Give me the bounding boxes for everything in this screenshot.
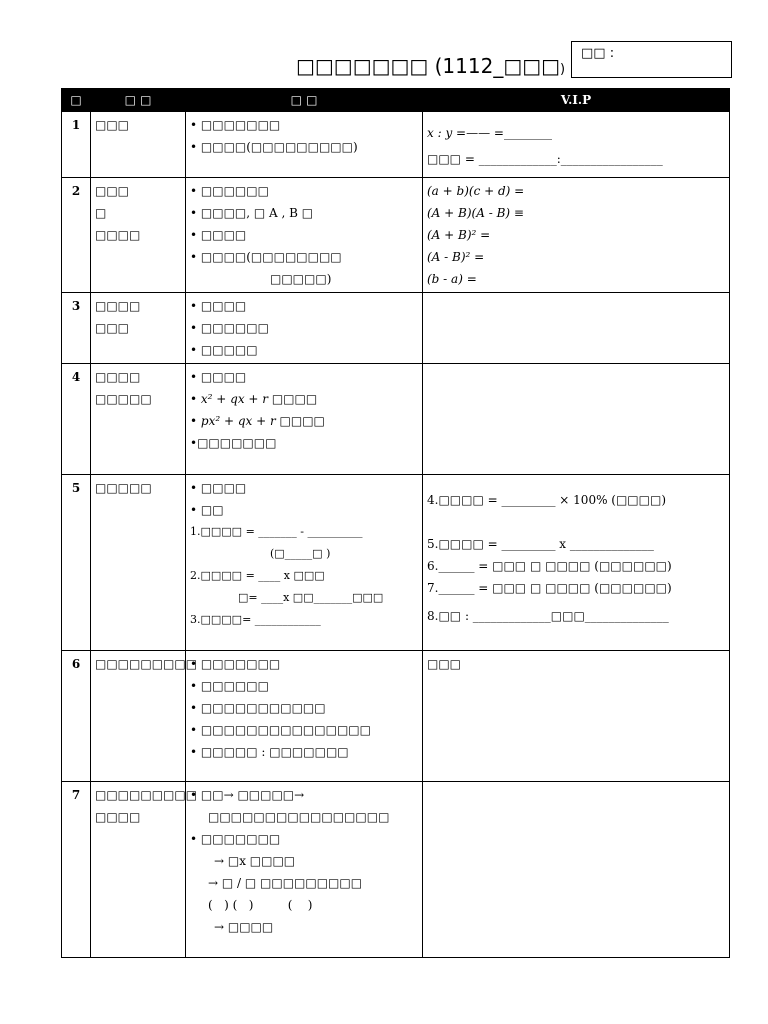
header-row	[62, 89, 730, 112]
row-items	[186, 112, 423, 178]
table-row	[62, 782, 730, 958]
list-item: • □□	[190, 503, 224, 517]
row-number: 3	[62, 293, 91, 364]
vip-line: □□□ = _____________:_________________	[427, 152, 663, 166]
list-item: • □□□□	[190, 228, 247, 242]
list-item: • □□□□□□□□□□□	[190, 701, 326, 715]
row-topic: □□□□ □□□□□	[91, 364, 186, 475]
row-items	[186, 293, 423, 364]
table-row	[62, 475, 730, 651]
list-item: → □ / □ □□□□□□□□□	[208, 876, 363, 890]
list-item: • □□□□□□	[190, 184, 269, 198]
row-items	[186, 364, 423, 475]
table-row	[62, 651, 730, 782]
list-item: • □□□□	[190, 299, 247, 313]
row-topic: □□□□□	[91, 475, 186, 651]
header-topic: □ □	[91, 89, 186, 112]
header-vip: V.I.P	[423, 89, 730, 112]
list-item: • □□□□, □ A , B □	[190, 206, 314, 220]
list-item: ( ) ( ) ( )	[208, 898, 313, 912]
title-close: )	[560, 62, 566, 77]
header-items: □ □	[186, 89, 423, 112]
row-topic: □□□ □ □□□□	[91, 178, 186, 293]
list-item: •□□□□□□□	[190, 436, 277, 450]
list-item: • □□□□□□	[190, 679, 269, 693]
list-item: 2.□□□□ = ____ x □□□	[190, 569, 325, 582]
table-row	[62, 112, 730, 178]
row-vip	[423, 293, 730, 364]
table-row	[62, 178, 730, 293]
list-item: □□□□□)	[270, 272, 332, 286]
list-item: → □x □□□□	[214, 854, 296, 868]
name-field[interactable]	[571, 41, 732, 78]
list-item: □= ____x □□_______□□□	[238, 591, 384, 604]
review-table	[61, 88, 730, 958]
row-number: 5	[62, 475, 91, 651]
row-items	[186, 475, 423, 651]
list-item: • □□□□□	[190, 343, 258, 357]
list-item: 3.□□□□= ____________	[190, 613, 321, 626]
vip-line: 6.______ = □□□ □ □□□□ (□□□□□□)	[427, 559, 672, 573]
vip-line: 7.______ = □□□ □ □□□□ (□□□□□□)	[427, 581, 672, 595]
header-no: □	[62, 89, 91, 112]
vip-line: 8.□□ : _____________□□□______________	[427, 609, 669, 623]
list-item: • □□□□	[190, 481, 247, 495]
list-item: • □□□□□□□	[190, 118, 281, 132]
row-vip	[423, 178, 730, 293]
list-item: • □□□□□ : □□□□□□□	[190, 745, 349, 759]
row-vip	[423, 364, 730, 475]
row-items	[186, 178, 423, 293]
vip-line: (A + B)² =	[427, 228, 491, 242]
page-title	[296, 54, 565, 78]
row-number: 7	[62, 782, 91, 958]
vip-line: □□□	[427, 657, 462, 671]
list-item: • □□□□	[190, 370, 247, 384]
row-items	[186, 782, 423, 958]
list-item: • □□□□□□	[190, 321, 269, 335]
vip-line: (A + B)(A - B) ≡	[427, 206, 524, 220]
row-vip	[423, 651, 730, 782]
list-item: • px² + qx + r □□□□	[190, 414, 325, 428]
list-item: 1.□□□□ = _______ - __________	[190, 525, 363, 538]
list-item: • x² + qx + r □□□□	[190, 392, 318, 406]
list-item: • □□□□(□□□□□□□□□)	[190, 140, 358, 154]
row-number: 4	[62, 364, 91, 475]
vip-line: 4.□□□□ = _________ × 100% (□□□□)	[427, 493, 667, 507]
list-item: • □□□□□□□	[190, 657, 281, 671]
list-item: • □□□□□□□□□□□□□□□	[190, 723, 371, 737]
vip-line: (A - B)² =	[427, 250, 485, 264]
row-topic: □□□□□□□□□	[91, 651, 186, 782]
list-item: → □□□□	[214, 920, 274, 934]
row-topic: □□□	[91, 112, 186, 178]
row-number: 1	[62, 112, 91, 178]
row-items	[186, 651, 423, 782]
row-number: 6	[62, 651, 91, 782]
vip-line: x : y =—— =________	[427, 126, 552, 140]
table-row	[62, 293, 730, 364]
name-label: □□ :	[581, 46, 615, 61]
row-vip	[423, 112, 730, 178]
list-item: • □□□□(□□□□□□□□	[190, 250, 342, 264]
row-topic: □□□□ □□□	[91, 293, 186, 364]
title-text: □□□□□□□ (1112_□□□	[296, 54, 561, 78]
row-topic: □□□□□□□□□ □□□□	[91, 782, 186, 958]
list-item: □□□□□□□□□□□□□□□□	[208, 810, 390, 824]
vip-line: (a + b)(c + d) =	[427, 184, 525, 198]
vip-line: 5.□□□□ = _________ x ______________	[427, 537, 654, 551]
vip-line: (b - a) =	[427, 272, 477, 286]
list-item: • □□□□□□□	[190, 832, 281, 846]
list-item: (□_____□ )	[270, 547, 331, 560]
row-vip	[423, 782, 730, 958]
table-row	[62, 364, 730, 475]
row-number: 2	[62, 178, 91, 293]
list-item: • □□→ □□□□□→	[190, 788, 305, 802]
row-vip	[423, 475, 730, 651]
